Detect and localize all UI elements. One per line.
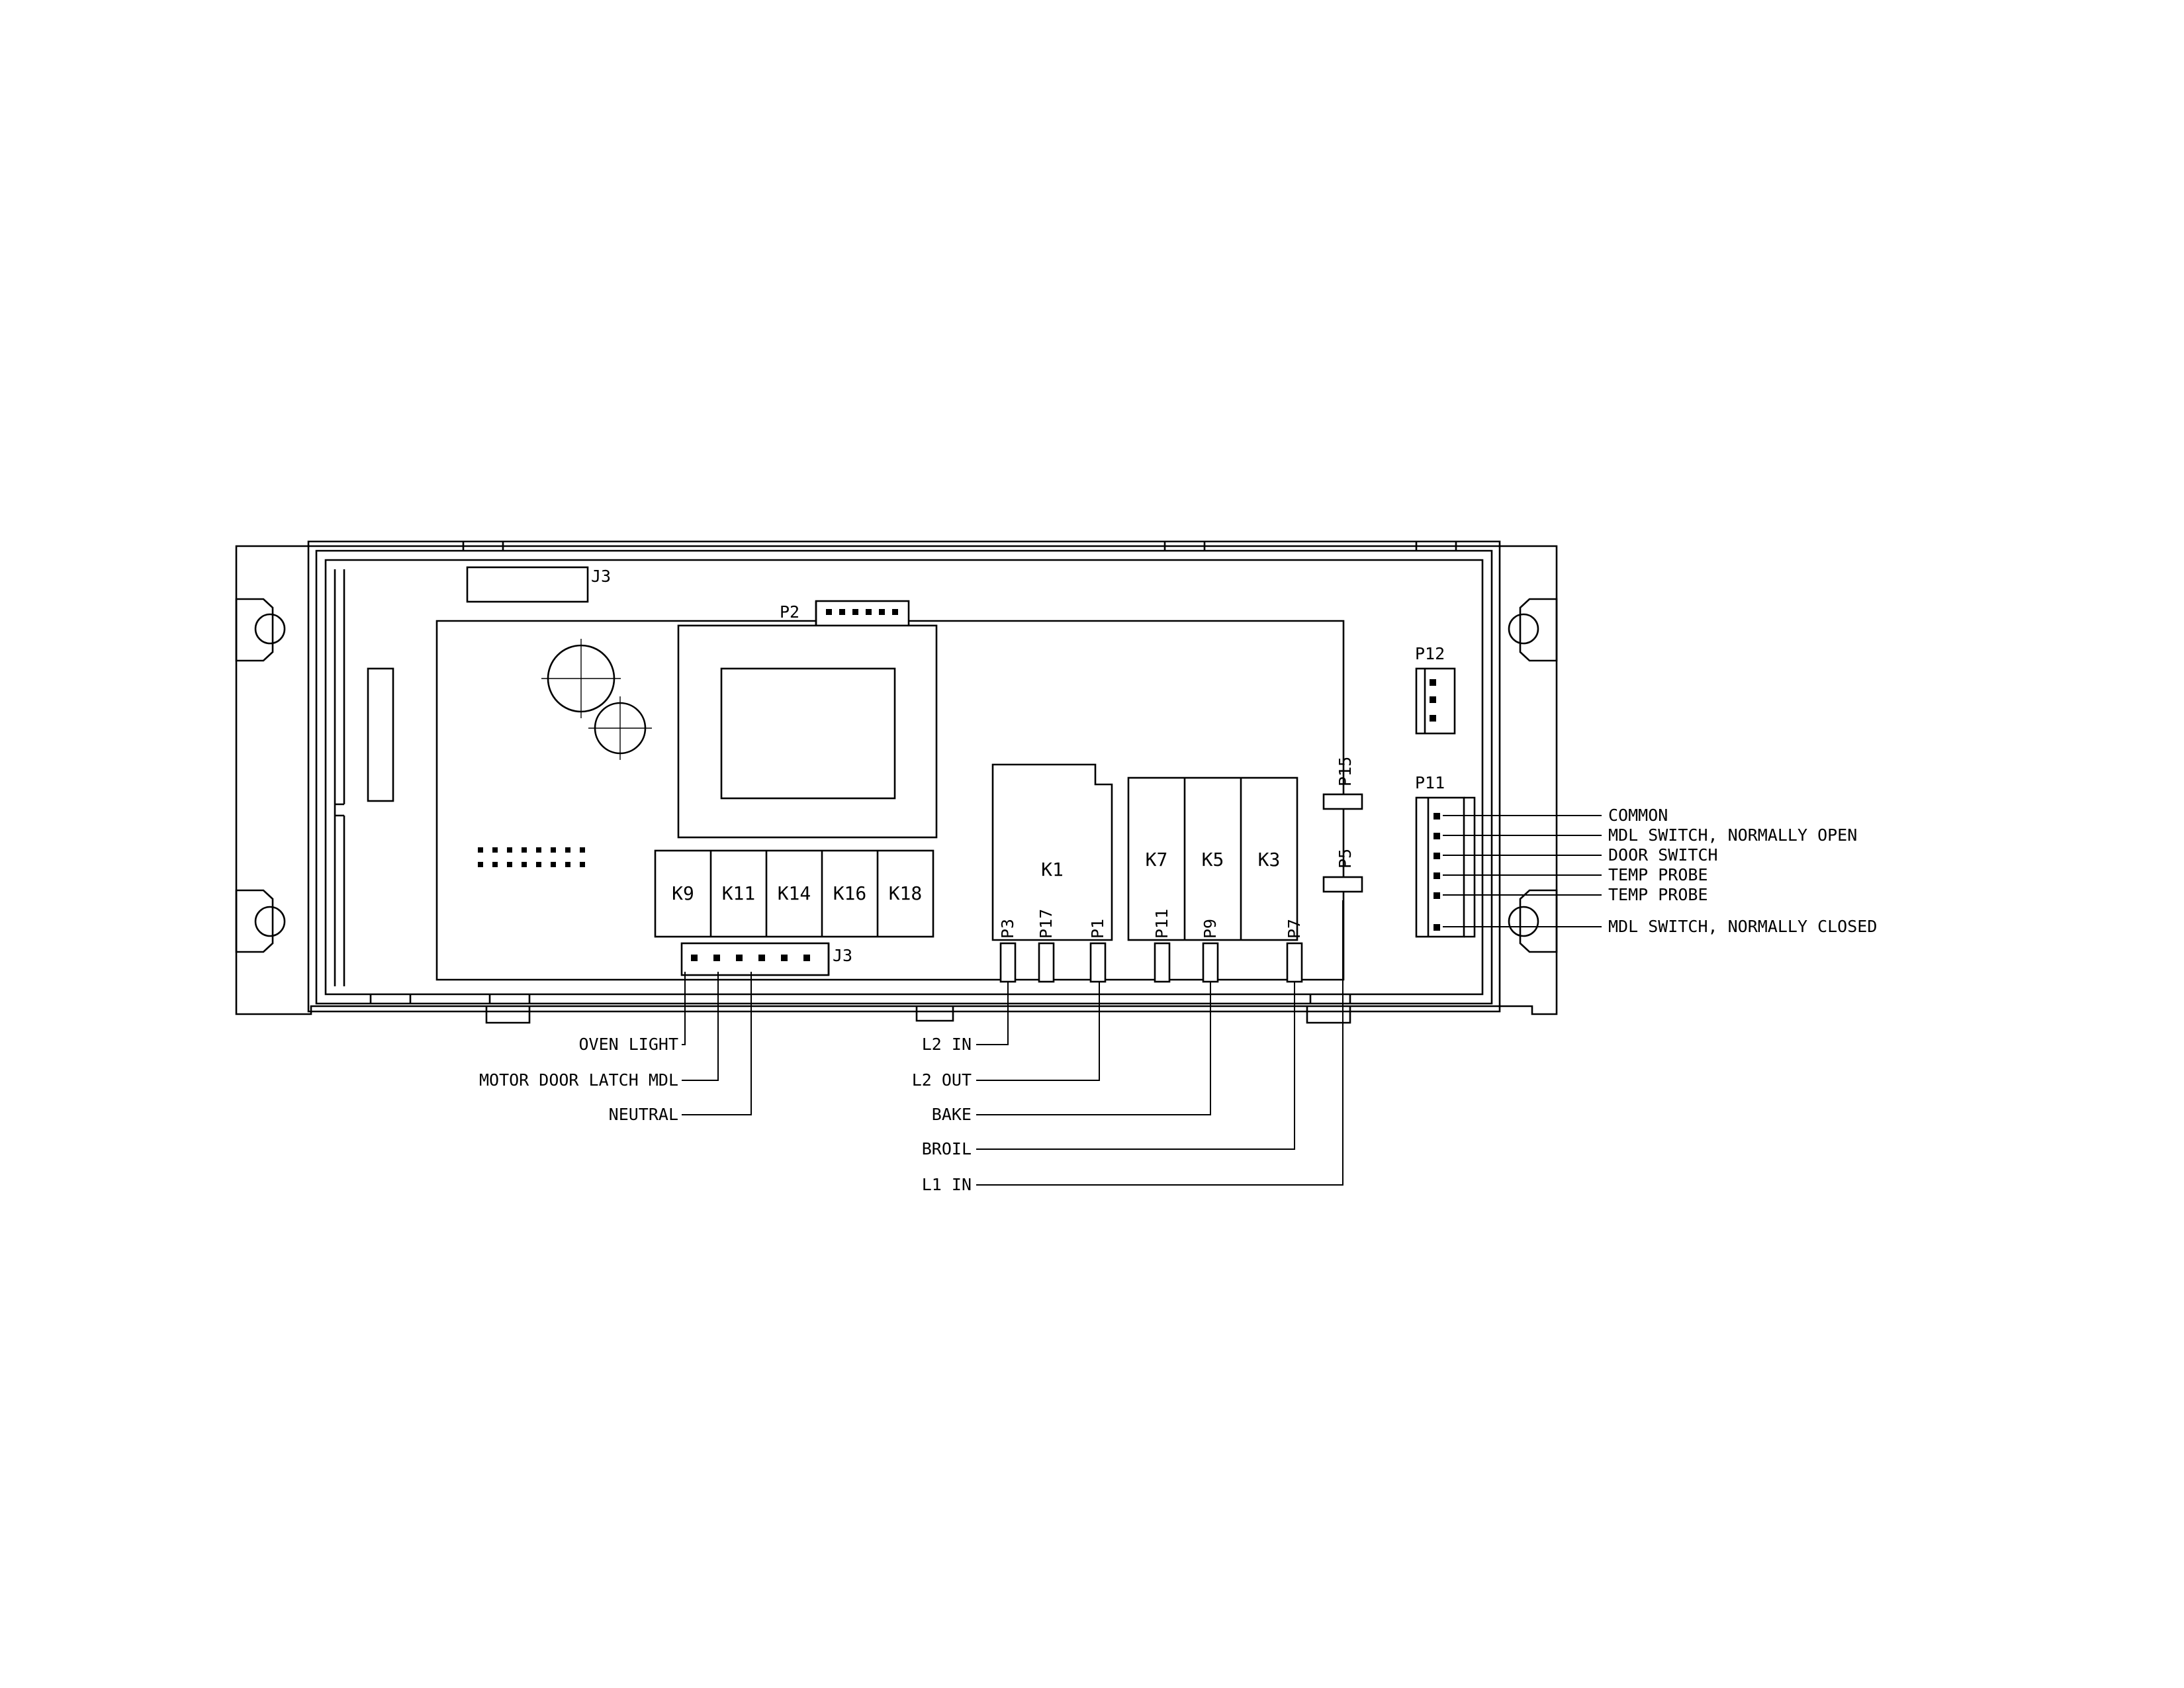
callout-door-switch: DOOR SWITCH bbox=[1608, 845, 1718, 865]
connector-label-j3-top: J3 bbox=[591, 567, 612, 586]
relay-label-k9: K9 bbox=[672, 882, 694, 904]
connector-label-p3: P3 bbox=[998, 918, 1017, 939]
callout-common: COMMON bbox=[1608, 806, 1668, 825]
callout-neutral: NEUTRAL bbox=[608, 1105, 678, 1124]
connector-label-p11: P11 bbox=[1415, 773, 1445, 792]
connector-label-j3-bottom: J3 bbox=[833, 946, 853, 965]
relay-label-k3: K3 bbox=[1257, 849, 1281, 870]
connector-label-p2: P2 bbox=[780, 602, 800, 622]
callout-l1-in: L1 IN bbox=[921, 1175, 972, 1194]
connector-label-p7: P7 bbox=[1285, 918, 1304, 939]
relay-label-k5: K5 bbox=[1201, 849, 1224, 870]
callout-l2-in: L2 IN bbox=[921, 1035, 972, 1054]
callout-broil: BROIL bbox=[921, 1139, 972, 1158]
callout-mdl-switch-normally-closed: MDL SWITCH, NORMALLY CLOSED bbox=[1608, 917, 1878, 936]
relay-label-k18: K18 bbox=[888, 882, 923, 904]
callout-l2-out: L2 OUT bbox=[911, 1070, 972, 1090]
connector-label-p11-bottom: P11 bbox=[1152, 908, 1171, 939]
relay-label-k11: K11 bbox=[721, 882, 756, 904]
connector-label-p17: P17 bbox=[1036, 908, 1056, 939]
relay-label-k14: K14 bbox=[777, 882, 811, 904]
connector-label-p5: P5 bbox=[1336, 848, 1355, 868]
relay-label-k1: K1 bbox=[1041, 859, 1064, 880]
callout-motor-door-latch-mdl: MOTOR DOOR LATCH MDL bbox=[478, 1070, 678, 1090]
connector-label-p12: P12 bbox=[1415, 644, 1445, 663]
connector-label-p9: P9 bbox=[1201, 918, 1220, 939]
relay-label-k7: K7 bbox=[1145, 849, 1168, 870]
callout-bake: BAKE bbox=[931, 1105, 972, 1124]
connector-label-p1: P1 bbox=[1088, 918, 1107, 939]
callout-temp-probe-1: TEMP PROBE bbox=[1608, 865, 1708, 884]
callout-temp-probe-2: TEMP PROBE bbox=[1608, 885, 1708, 904]
connector-label-p15: P15 bbox=[1336, 756, 1355, 786]
callout-oven-light: OVEN LIGHT bbox=[578, 1035, 678, 1054]
relay-label-k16: K16 bbox=[833, 882, 867, 904]
callout-mdl-switch-normally-open: MDL SWITCH, NORMALLY OPEN bbox=[1608, 825, 1858, 845]
